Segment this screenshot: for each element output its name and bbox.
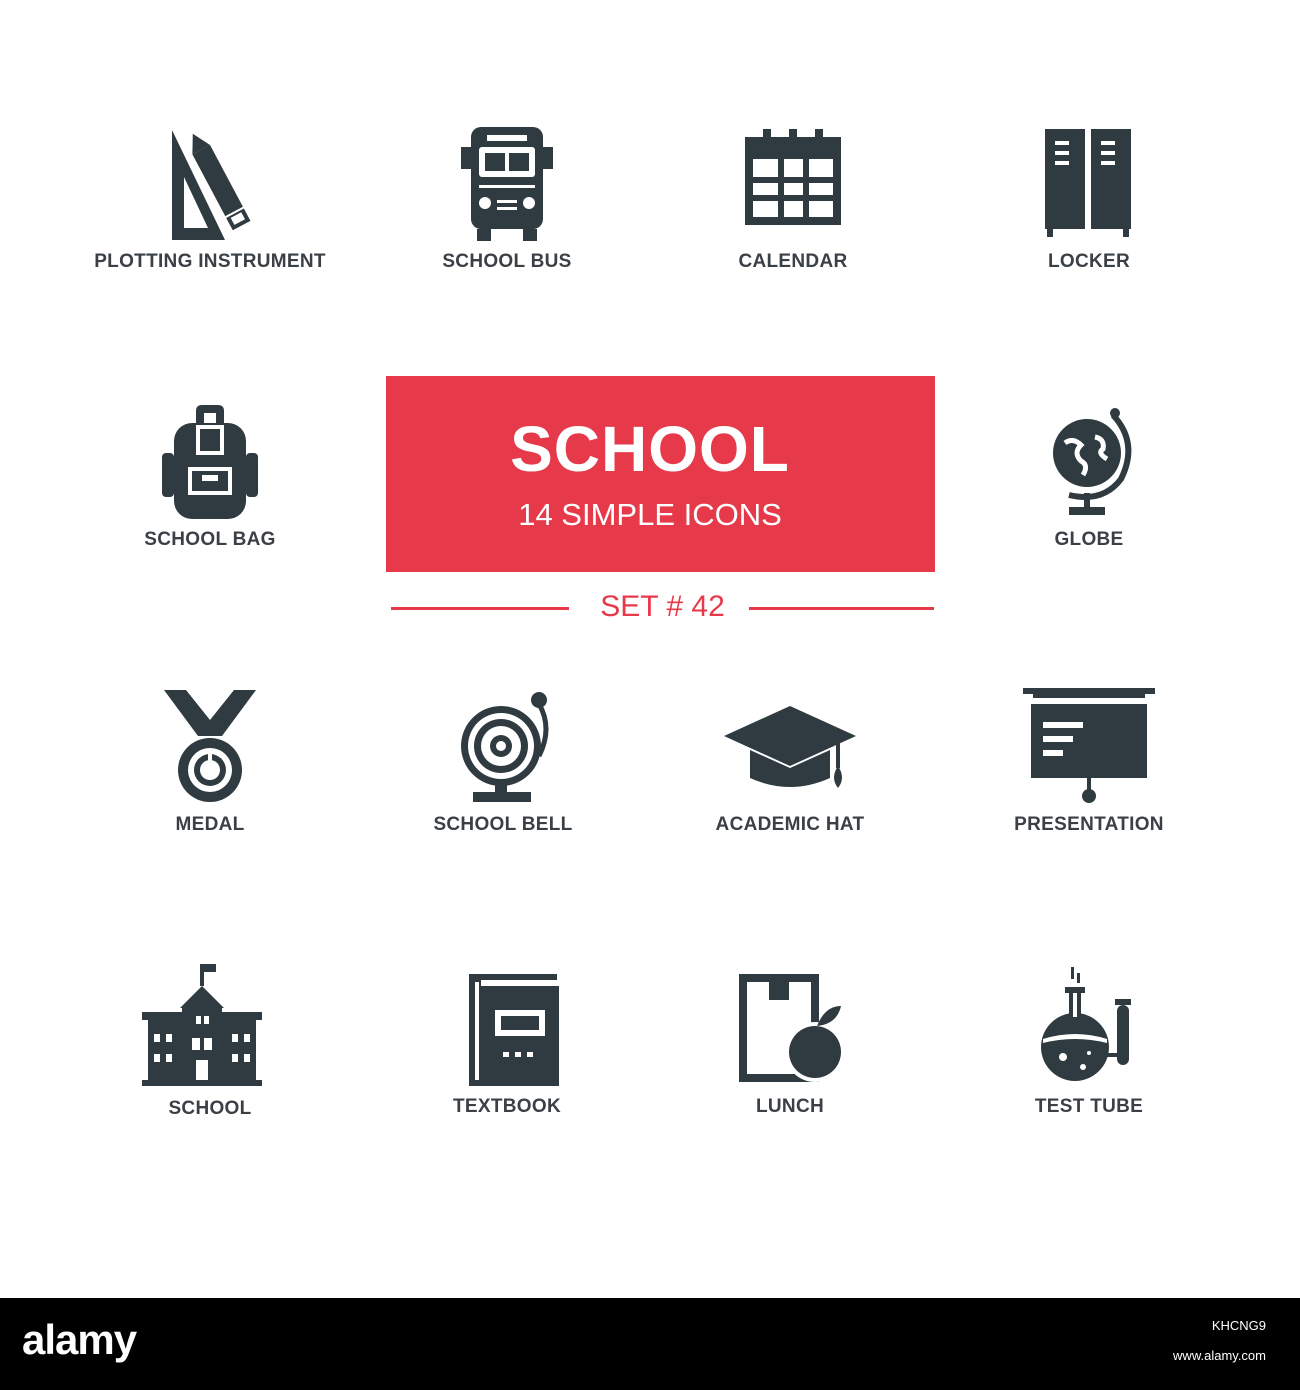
school-building-icon [140, 962, 280, 1092]
medal-icon [150, 688, 270, 808]
icon-label: CALENDAR [738, 251, 848, 272]
icon-tile-textbook [377, 970, 637, 1118]
icon-label: TEXTBOOK [453, 1096, 561, 1117]
icon-tile-plotting-instrument [80, 125, 340, 273]
icon-tile-calendar [663, 125, 923, 273]
icon-label: PLOTTING INSTRUMENT [94, 251, 326, 272]
test-tube-icon [1029, 965, 1149, 1090]
icon-label: GLOBE [1054, 529, 1124, 550]
plotting-instrument-icon [150, 125, 270, 245]
school-bus-icon [447, 125, 567, 245]
icon-tile-school-bell [373, 688, 633, 836]
footer-url: www.alamy.com [1173, 1348, 1266, 1363]
icon-tile-school-bus [377, 125, 637, 273]
set-number-row [391, 588, 934, 628]
set-number-label: SET # 42 [600, 590, 725, 623]
icon-label: TEST TUBE [1034, 1096, 1144, 1117]
textbook-icon [447, 970, 567, 1090]
icon-tile-academic-hat [660, 688, 920, 836]
locker-icon [1029, 125, 1149, 245]
banner-subtitle: 14 SIMPLE ICONS [518, 497, 782, 532]
icon-tile-test-tube [959, 965, 1219, 1118]
presentation-icon [1019, 688, 1159, 808]
icon-label: LOCKER [1047, 251, 1131, 272]
icon-tile-medal [80, 688, 340, 836]
academic-hat-icon [720, 688, 860, 808]
icon-tile-locker [959, 125, 1219, 273]
icon-label: SCHOOL BELL [433, 814, 573, 835]
icon-tile-presentation [959, 688, 1219, 836]
school-bell-icon [443, 688, 563, 808]
calendar-icon [733, 125, 853, 245]
lunch-icon [725, 970, 855, 1090]
icon-label: PRESENTATION [1014, 814, 1164, 835]
alamy-logo: alamy [22, 1316, 137, 1363]
icon-label: SCHOOL BUS [442, 251, 572, 272]
divider-right [749, 607, 934, 610]
image-id: KHCNG9 [1211, 1318, 1266, 1333]
icon-tile-school [80, 962, 340, 1120]
icon-label: ACADEMIC HAT [715, 814, 865, 835]
icon-label: SCHOOL BAG [144, 529, 276, 550]
icon-tile-lunch [660, 970, 920, 1118]
stock-footer-bar [0, 1298, 1300, 1390]
icon-label: LUNCH [756, 1096, 824, 1117]
banner-title: SCHOOL [510, 413, 790, 485]
icon-label: MEDAL [175, 814, 245, 835]
icon-label: SCHOOL [168, 1098, 252, 1119]
